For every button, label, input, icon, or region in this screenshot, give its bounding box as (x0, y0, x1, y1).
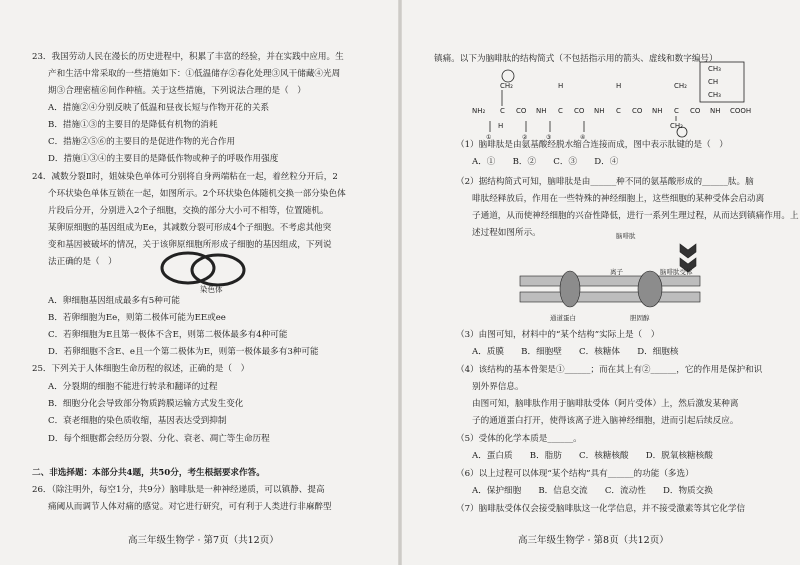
formula-co4: CO (690, 107, 701, 115)
rq7-stem: （7）脑啡肽受体仅会接受脑啡肽这一化学信息，并不接受激素等其它化学信 (456, 504, 746, 514)
q24-option-a: A．卵细胞基因组成最多有5种可能 (48, 296, 180, 306)
q25-option-d: D．每个细胞都会经历分裂、分化、衰老、凋亡等生命历程 (48, 434, 270, 444)
q25-option-b: B．细胞分化会导致部分物质跨膜运输方式发生变化 (48, 399, 244, 409)
q24-line1: 24．减数分裂Ⅱ时，姐妹染色单体可分别将自身两端粘在一起，着丝粒分开后，2 (32, 172, 338, 182)
formula-h-bottom1: H (498, 122, 504, 130)
q25-stem: 25．下列关于人体细胞生命历程的叙述，正确的是（ ） (32, 364, 250, 374)
formula-cooh: COOH (730, 107, 752, 115)
marker-3: ③ (546, 134, 552, 141)
q25-option-a: A．分裂期的细胞不能进行转录和翻译的过程 (48, 382, 218, 392)
q23-option-c: C．措施②⑤⑥的主要目的是促进作物的光合作用 (48, 137, 236, 147)
formula-nh1: NH (536, 107, 547, 115)
marker-4: ④ (580, 134, 586, 141)
rq4-line1: （4）该结构的基本骨架是①______；而在其上有②______，它的作用是保护和识 (456, 365, 763, 375)
formula-co3: CO (632, 107, 643, 115)
q24-option-b: B．若卵细胞为Ee，则第二极体可能为EE或ee (48, 313, 226, 323)
formula-co1: CO (516, 107, 527, 115)
formula-nh2: NH₂ (472, 107, 486, 115)
rq6-stem: （6）以上过程可以体现“某个结构”具有______的功能（多选） (456, 469, 694, 479)
label-receptor: 脑啡肽受体 (660, 268, 693, 276)
formula-c3: C (616, 107, 621, 115)
q24-line4: 某卵原细胞的基因组成为Ee，其减数分裂可形成4个子细胞。不考虑其他突 (48, 223, 332, 233)
rq3-options: A．质膜 B．细胞壁 C．核糖体 D．细胞核 (472, 347, 679, 357)
intro-line: 镇痛。以下为脑啡肽的结构简式（不包括指示用的箭头、虚线和数字编号） (434, 54, 718, 64)
rq2-line1: （2）据结构简式可知，脑啡肽是由______种不同的氨基酸形成的______肽。脑 (456, 177, 754, 187)
q23-line3: 期③合理密植⑥间作种植。关于这些措施，下列说法合理的是（ ） (48, 86, 306, 96)
formula-ch3-a: CH₃ (708, 65, 721, 73)
formula-c1: C (500, 107, 505, 115)
label-enkephalin: 脑啡肽 (616, 232, 636, 240)
membrane-diagram (510, 232, 710, 327)
figure-label: 染色体 (200, 285, 223, 294)
rq5-options: A．蛋白质 B．脂肪 C．核糖核酸 D．脱氧核糖核酸 (472, 451, 713, 461)
interlocked-chromosome-figure (158, 244, 253, 304)
formula-nh2b: NH (594, 107, 605, 115)
formula-ch2-right: CH₂ (674, 82, 687, 90)
formula-h2: H (616, 82, 622, 90)
q23-option-b: B．措施①③的主要目的是降低有机物的消耗 (48, 120, 218, 130)
q23-option-a: A．措施②④分别反映了低温和昼夜长短与作物开花的关系 (48, 103, 270, 113)
rq4-line2: 别外界信息。 (472, 382, 524, 392)
formula-h1: H (558, 82, 564, 90)
rq6-options: A．保护细胞 B．信息交流 C．流动性 D．物质交换 (472, 486, 713, 496)
rq5-stem: （5）受体的化学本质是______。 (456, 434, 582, 444)
formula-ch3-b: CH₃ (708, 91, 721, 99)
rq3-stem: （3）由图可知，材料中的“某个结构”实际上是（ ） (456, 330, 660, 340)
rq4-line4: 子的通道蛋白打开，使得该离子进入脑神经细胞，进而引起后续反应。 (472, 416, 739, 426)
formula-nh4: NH (710, 107, 721, 115)
formula-c2: C (558, 107, 563, 115)
label-channel-protein: 通道蛋白 (550, 314, 576, 322)
footer-left: 高三年级生物学 · 第7页（共12页） (128, 535, 279, 546)
q24-option-d: D．若卵细胞不含E、e且一个第二极体为E，则第一极体最多有3种可能 (48, 347, 319, 357)
rq1-stem: （1）脑啡肽是由氨基酸经脱水缩合连接而成，图中表示肽键的是（ ） (456, 140, 728, 150)
q24-line6: 法正确的是（ ） (48, 257, 117, 267)
q25-option-c: C．衰老细胞的染色质收缩，基因表达受到抑制 (48, 416, 227, 426)
marker-2: ② (522, 134, 528, 141)
q24-line3: 片段后分开，分别进入2个子细胞，交换的部分大小可不相等，位置随机。 (48, 206, 329, 216)
rq2-line3: 子通道，从而使神经细胞的兴奋性降低，进行一系列生理过程，从而达到镇痛作用。上 (472, 211, 799, 221)
formula-ch: CH (708, 78, 719, 86)
formula-c4: C (674, 107, 679, 115)
q24-option-c: C．若卵细胞为E且第一极体不含E，则第二极体最多有4种可能 (48, 330, 288, 340)
marker-1: ① (486, 134, 492, 141)
footer-right: 高三年级生物学 · 第8页（共12页） (518, 535, 669, 546)
rq1-options: A．① B．② C．③ D．④ (472, 157, 619, 167)
rq2-line2: 啡肽经释放后，作用在一些特殊的神经细胞上，这些细胞的某种受体会启动离 (472, 194, 765, 204)
enkephalin-structure-formula (460, 65, 760, 141)
page-right (400, 0, 800, 565)
section-heading: 二、非选择题：本部分共4题，共50分，考生根据要求作答。 (32, 468, 265, 478)
q23-line2: 产和生活中常采取的一些措施如下：①低温储存②春化处理③风干储藏④光周 (48, 69, 341, 79)
q23-option-d: D．措施①③④的主要目的是降低作物或种子的呼吸作用强度 (48, 154, 279, 164)
rq2-line4: 述过程如图所示。 (472, 228, 541, 238)
q24-line5: 变和基因被破坏的情况，关于该卵原细胞所形成子细胞的基因组成，下列说 (48, 240, 332, 250)
formula-ch2-bottom: CH₂ (670, 122, 683, 130)
rq4-line3: 由图可知，脑啡肽作用于脑啡肽受体（阿片受体）上，然后激发某种离 (472, 399, 739, 409)
q26-line2: 痛阈从而调节人体对痛的感觉。对它进行研究，可有利于人类进行非麻醉型 (48, 502, 332, 512)
label-ion: 离子 (610, 268, 623, 276)
label-cholesterol: 胆固醇 (630, 314, 650, 322)
formula-ch2-top: CH₂ (500, 82, 513, 90)
formula-nh3: NH (652, 107, 663, 115)
q23-line1: 23．我国劳动人民在漫长的历史进程中，积累了丰富的经验，并在实践中应用。生 (32, 52, 344, 62)
formula-co2: CO (574, 107, 585, 115)
q24-line2: 个环状染色单体互锁在一起，如图所示。2个环状染色体随机交换一部分染色体 (48, 189, 346, 199)
q26-line1: 26．（除注明外，每空1分，共9分）脑啡肽是一种神经递质，可以镇静、提高 (32, 485, 325, 495)
